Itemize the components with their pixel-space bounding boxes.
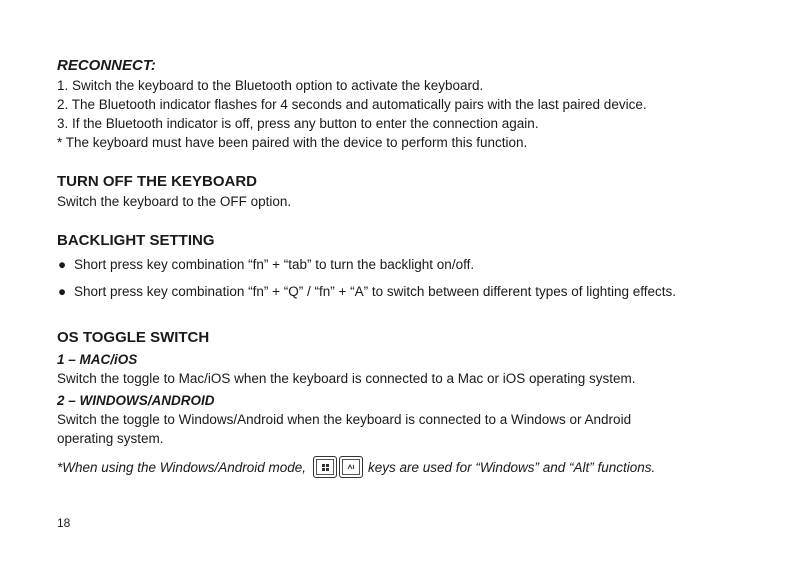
turn-off-title: TURN OFF THE KEYBOARD	[57, 173, 257, 190]
backlight-bullet-1	[57, 255, 757, 274]
windows-android-text-line-2: operating system.	[57, 431, 164, 446]
reconnect-step-2: 2. The Bluetooth indicator flashes for 4 seconds and automatically pairs with the last paired device.	[57, 97, 647, 112]
bullet-icon: ●	[58, 284, 67, 299]
keycaps	[312, 456, 364, 478]
backlight-title: BACKLIGHT SETTING	[57, 232, 215, 249]
reconnect-step-1: 1. Switch the keyboard to the Bluetooth option to activate the keyboard.	[57, 78, 484, 93]
windows-key-icon	[313, 456, 337, 478]
note-text-before: *When using the Windows/Android mode,	[57, 459, 307, 475]
os-toggle-title: OS TOGGLE SWITCH	[57, 329, 210, 346]
backlight-bullet-2	[57, 282, 757, 301]
reconnect-note: * The keyboard must have been paired with the device to perform this function.	[57, 135, 528, 150]
backlight-bullet-text: Short press key combination “fn” + “Q” / “fn” + “A” to switch between different types of lighting effects.	[74, 284, 677, 299]
reconnect-title: RECONNECT:	[57, 57, 156, 74]
note-text-after: keys are used for “Windows” and “Alt” functions.	[368, 459, 656, 475]
reconnect-step-3: 3. If the Bluetooth indicator is off, press any button to enter the connection again.	[57, 116, 539, 131]
mac-ios-subtitle: 1 – MAC/iOS	[57, 352, 138, 367]
backlight-bullet-text: Short press key combination “fn” + “tab” to turn the backlight on/off.	[74, 257, 475, 272]
bullet-icon: ●	[58, 257, 67, 272]
turn-off-text: Switch the keyboard to the OFF option.	[57, 194, 292, 209]
manual-page	[57, 56, 757, 478]
windows-mode-note	[57, 456, 757, 478]
windows-android-text-line-1: Switch the toggle to Windows/Android when the keyboard is connected to a Windows or Android	[57, 412, 632, 427]
mac-ios-text: Switch the toggle to Mac/iOS when the keyboard is connected to a Mac or iOS operating system.	[57, 371, 636, 386]
page-number: 18	[57, 516, 71, 530]
alt-key-icon	[339, 456, 363, 478]
windows-android-subtitle: 2 – WINDOWS/ANDROID	[57, 393, 215, 408]
